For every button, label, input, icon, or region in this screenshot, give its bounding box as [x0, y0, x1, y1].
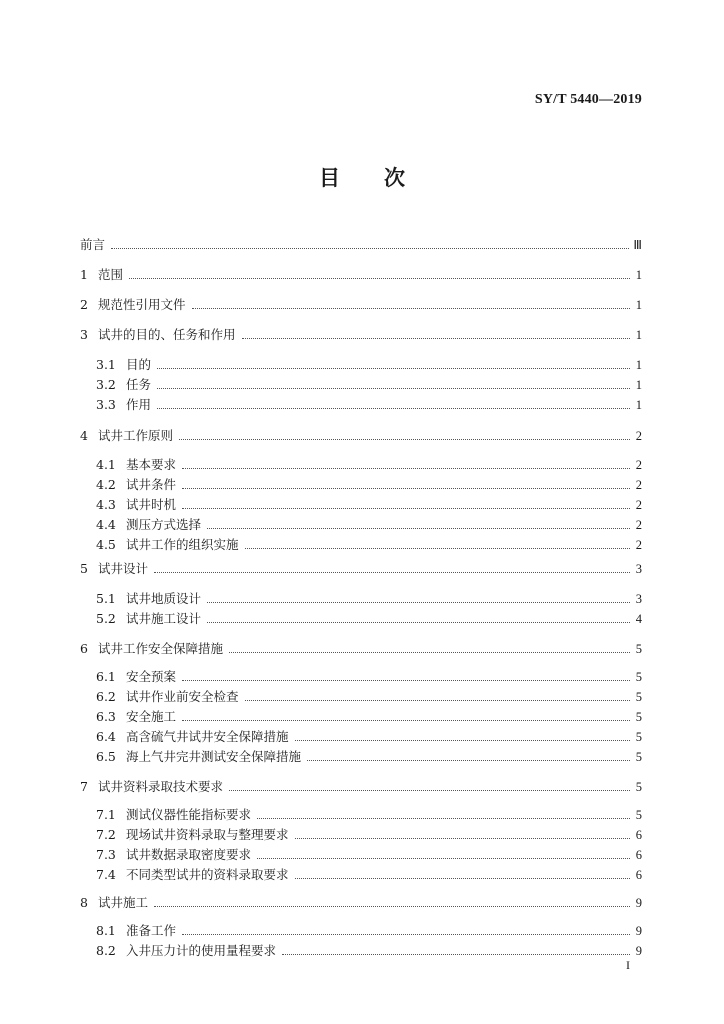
toc-entry-label: 高含硫气井试井安全保障措施 [126, 729, 289, 744]
toc-entry-label: 海上气井完井测试安全保障措施 [126, 749, 302, 764]
toc-dot-leader [257, 818, 630, 819]
toc-entry[interactable] [80, 292, 642, 312]
title-char-1: 目 [319, 166, 340, 190]
toc-entry-page: 1 [635, 268, 642, 282]
toc-entry[interactable] [96, 352, 642, 372]
toc-entry[interactable] [96, 512, 642, 532]
toc-entry-number: 4.4 [96, 517, 116, 532]
toc-entry-label: 现场试井资料录取与整理要求 [126, 827, 289, 842]
toc-entry-number: 2 [80, 297, 88, 312]
toc-entry-page: 9 [635, 944, 642, 958]
toc-dot-leader [182, 508, 630, 509]
toc-entry-page: 5 [635, 780, 642, 794]
toc-dot-leader [295, 838, 630, 839]
toc-entry-number: 7.2 [96, 827, 116, 842]
toc-entry-page: 2 [635, 478, 642, 492]
toc-entry[interactable] [96, 664, 642, 684]
toc-entry-number: 4 [80, 428, 88, 443]
toc-entry[interactable] [96, 586, 642, 606]
toc-entry-number: 4.2 [96, 477, 116, 492]
toc-entry-label: 不同类型试井的资料录取要求 [126, 867, 289, 882]
standard-code: SY/T 5440—2019 [534, 92, 642, 107]
toc-entry[interactable] [96, 704, 642, 724]
toc-entry-label: 入井压力计的使用量程要求 [126, 943, 277, 958]
toc-entry-page: 5 [635, 730, 642, 744]
toc-dot-leader [192, 308, 630, 309]
toc-entry-number: 4.1 [96, 457, 116, 472]
toc-entry-number: 8.2 [96, 943, 116, 958]
toc-entry-label: 测压方式选择 [126, 517, 202, 532]
toc-entry-label: 试井条件 [126, 477, 177, 492]
toc-entry-page: 2 [635, 498, 642, 512]
toc-entry-number: 3.3 [96, 397, 116, 412]
toc-entry-label: 规范性引用文件 [98, 297, 186, 312]
toc-entry-number: 6.1 [96, 669, 116, 684]
toc-entry-number: 7.4 [96, 867, 116, 882]
toc-entry-label: 作用 [126, 397, 152, 412]
toc-entry-label: 前言 [80, 237, 106, 252]
toc-entry-number: 3 [80, 327, 88, 342]
toc-entry-page: 5 [635, 808, 642, 822]
toc-entry-page: 1 [635, 328, 642, 342]
toc-dot-leader [182, 720, 630, 721]
toc-dot-leader [257, 858, 630, 859]
title-char-2: 次 [384, 166, 405, 190]
toc-dot-leader [154, 572, 630, 573]
toc-entry-number: 5 [80, 561, 88, 576]
toc-entry-page: 5 [635, 710, 642, 724]
toc-entry[interactable] [96, 744, 642, 764]
footer-page-number: I [626, 958, 630, 972]
toc-entry[interactable] [96, 822, 642, 842]
toc-entry-label: 试井资料录取技术要求 [98, 779, 224, 794]
toc-entry[interactable] [96, 684, 642, 704]
toc-entry-page: 1 [635, 398, 642, 412]
toc-entry-page: 5 [635, 750, 642, 764]
toc-entry[interactable] [96, 392, 642, 412]
toc-entry-number: 1 [80, 267, 88, 282]
toc-entry[interactable] [96, 918, 642, 938]
toc-dot-leader [182, 680, 630, 681]
toc-dot-leader [207, 622, 630, 623]
toc-dot-leader [129, 278, 630, 279]
toc-entry[interactable] [80, 322, 642, 342]
toc-entry-page: 2 [635, 429, 642, 443]
toc-entry-page: 3 [635, 592, 642, 606]
toc-entry-number: 5.1 [96, 591, 116, 606]
toc-entry-page: 2 [635, 458, 642, 472]
toc-dot-leader [295, 878, 630, 879]
toc-entry[interactable] [96, 492, 642, 512]
toc-entry-number: 4.5 [96, 537, 116, 552]
toc-dot-leader [182, 468, 630, 469]
toc-entry[interactable] [96, 802, 642, 822]
toc-entry-label: 试井工作原则 [98, 428, 174, 443]
toc-dot-leader [295, 740, 630, 741]
toc-dot-leader [179, 439, 630, 440]
toc-entry-number: 7 [80, 779, 88, 794]
toc-entry-label: 试井的目的、任务和作用 [98, 327, 236, 342]
toc-entry-number: 7.1 [96, 807, 116, 822]
toc-entry-label: 范围 [98, 267, 124, 282]
toc-entry-page: 3 [635, 562, 642, 576]
toc-dot-leader [157, 408, 630, 409]
toc-dot-leader [157, 368, 630, 369]
toc-entry-page: 5 [635, 690, 642, 704]
toc-dot-leader [182, 488, 630, 489]
toc-entry-number: 3.1 [96, 357, 116, 372]
toc-dot-leader [307, 760, 630, 761]
toc-dot-leader [207, 602, 630, 603]
toc-entry[interactable] [80, 423, 642, 443]
toc-entry-label: 安全施工 [126, 709, 177, 724]
toc-entry[interactable] [96, 842, 642, 862]
toc-entry-page: 9 [635, 896, 642, 910]
page-title [0, 162, 724, 192]
toc-entry-number: 6.3 [96, 709, 116, 724]
toc-entry-number: 8.1 [96, 923, 116, 938]
toc-dot-leader [182, 934, 630, 935]
toc-entry-label: 试井工作安全保障措施 [98, 641, 224, 656]
toc-entry-page: 5 [635, 670, 642, 684]
toc-entry-label: 安全预案 [126, 669, 177, 684]
toc-dot-leader [207, 528, 630, 529]
toc-entry-page: 2 [635, 538, 642, 552]
toc-entry-label: 任务 [126, 377, 152, 392]
toc-dot-leader [229, 652, 630, 653]
toc-entry-page: 1 [635, 358, 642, 372]
toc-entry-page: 5 [635, 642, 642, 656]
toc-entry-number: 7.3 [96, 847, 116, 862]
toc-entry-label: 准备工作 [126, 923, 177, 938]
toc-entry-number: 6.5 [96, 749, 116, 764]
toc-entry[interactable] [80, 636, 642, 656]
toc-entry-label: 试井时机 [126, 497, 177, 512]
toc-entry-page: 2 [635, 518, 642, 532]
toc-entry[interactable] [80, 774, 642, 794]
toc-entry-label: 试井设计 [98, 561, 149, 576]
toc-entry-page: 6 [635, 868, 642, 882]
toc-entry[interactable] [96, 606, 642, 626]
toc-entry-page: 4 [635, 612, 642, 626]
toc-entry[interactable] [96, 472, 642, 492]
toc-entry[interactable] [96, 532, 642, 552]
toc-dot-leader [229, 790, 630, 791]
toc-entry-number: 6.2 [96, 689, 116, 704]
toc-entry[interactable] [96, 724, 642, 744]
toc-entry-label: 测试仪器性能指标要求 [126, 807, 252, 822]
toc-entry-number: 3.2 [96, 377, 116, 392]
toc-entry-page: 6 [635, 848, 642, 862]
toc-entry-number: 8 [80, 895, 88, 910]
toc-entry-label: 试井施工 [98, 895, 149, 910]
toc-entry[interactable] [80, 556, 642, 576]
toc-dot-leader [154, 906, 630, 907]
toc-entry[interactable] [80, 232, 642, 252]
toc-entry-number: 6.4 [96, 729, 116, 744]
toc-dot-leader [157, 388, 630, 389]
toc-dot-leader [242, 338, 630, 339]
toc-entry[interactable] [96, 372, 642, 392]
toc-entry-page: Ⅲ [633, 238, 642, 252]
toc-entry-label: 试井作业前安全检查 [126, 689, 239, 704]
toc-entry-label: 目的 [126, 357, 152, 372]
toc-entry-page: 9 [635, 924, 642, 938]
toc-entry-number: 4.3 [96, 497, 116, 512]
toc-dot-leader [282, 954, 630, 955]
toc-entry-label: 基本要求 [126, 457, 177, 472]
toc-entry-label: 试井工作的组织实施 [126, 537, 239, 552]
toc-entry[interactable] [96, 862, 642, 882]
toc-entry[interactable] [80, 890, 642, 910]
toc-entry[interactable] [96, 452, 642, 472]
toc-entry[interactable] [96, 938, 642, 958]
toc-entry-label: 试井施工设计 [126, 611, 202, 626]
toc-dot-leader [245, 548, 630, 549]
toc-entry-page: 1 [635, 378, 642, 392]
toc-entry-number: 5.2 [96, 611, 116, 626]
toc-entry[interactable] [80, 262, 642, 282]
toc-entry-page: 6 [635, 828, 642, 842]
toc-entry-page: 1 [635, 298, 642, 312]
toc-dot-leader [111, 248, 629, 249]
toc-entry-number: 6 [80, 641, 88, 656]
toc-entry-label: 试井数据录取密度要求 [126, 847, 252, 862]
toc-entry-label: 试井地质设计 [126, 591, 202, 606]
toc-dot-leader [245, 700, 630, 701]
